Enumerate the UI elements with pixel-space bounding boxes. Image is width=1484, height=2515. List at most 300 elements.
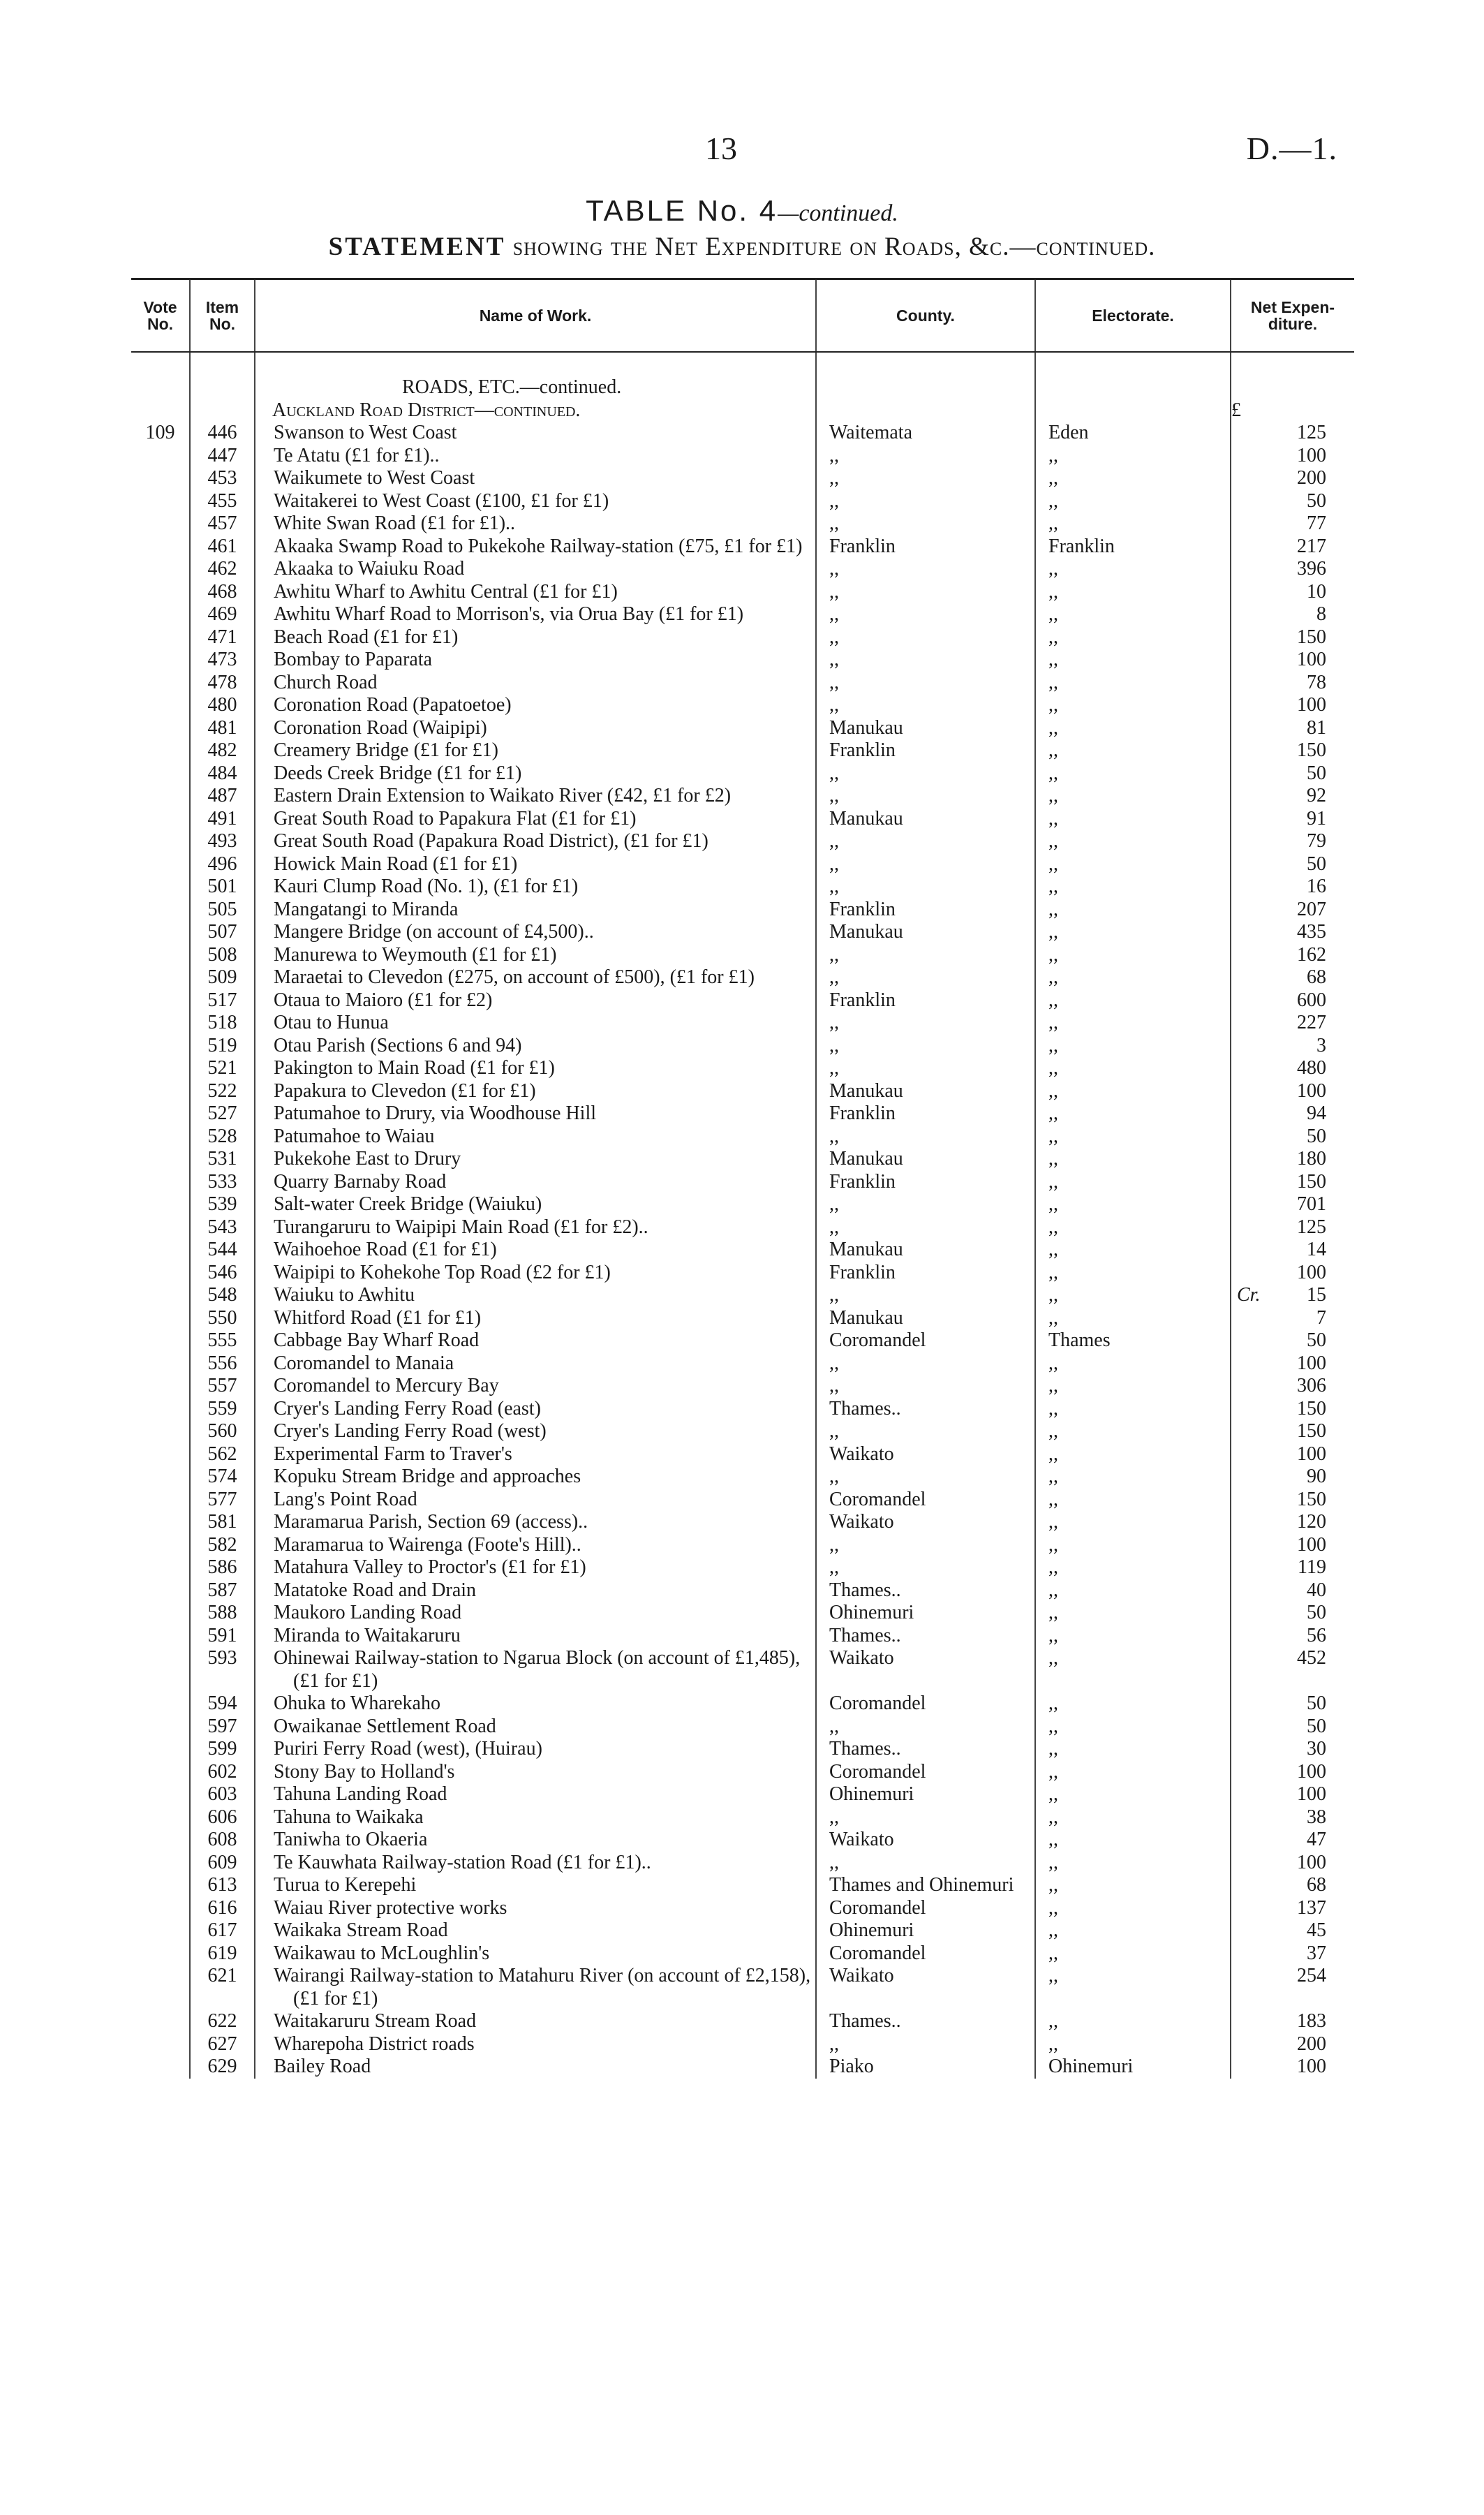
county-value: Coromandel — [829, 1896, 926, 1919]
name-of-work: Wairangi Railway-station to Matahuru River (on account of £2,158), (£1 for £1) — [274, 1965, 811, 2009]
electorate-cell — [1035, 1942, 1231, 1965]
name-of-work-cell — [255, 1829, 816, 1852]
net-expenditure-cell — [1231, 1443, 1354, 1466]
table-row — [131, 876, 1354, 899]
net-expenditure-value: 40 — [1307, 1579, 1326, 1601]
net-expenditure-cell — [1231, 876, 1354, 899]
name-of-work-cell — [255, 1307, 816, 1330]
county-cell — [816, 1852, 1035, 1875]
electorate-cell — [1035, 626, 1231, 649]
electorate-value: ,, — [1048, 1102, 1058, 1124]
spacer-row — [131, 352, 1354, 376]
net-expenditure-value: 10 — [1307, 580, 1326, 603]
name-of-work: Coromandel to Mercury Bay — [274, 1375, 499, 1396]
electorate-cell — [1035, 672, 1231, 695]
net-expenditure-cell — [1231, 1806, 1354, 1829]
item-no-cell: 446 — [190, 422, 255, 445]
name-of-work-cell — [255, 467, 816, 490]
vote-no-cell — [131, 1556, 190, 1579]
net-expenditure-value: 50 — [1307, 1602, 1326, 1623]
name-of-work: Deeds Creek Bridge (£1 for £1) — [274, 762, 522, 784]
item-no-cell: 539 — [190, 1193, 255, 1216]
item-no-cell: 469 — [190, 603, 255, 626]
vote-no-cell — [131, 445, 190, 468]
county-value: Manukau — [829, 1079, 903, 1102]
county-cell — [816, 1556, 1035, 1579]
item-no-cell: 557 — [190, 1375, 255, 1398]
name-of-work-cell — [255, 1852, 816, 1875]
net-expenditure-value: 200 — [1297, 2033, 1326, 2055]
electorate-cell — [1035, 536, 1231, 559]
name-of-work-cell — [255, 1874, 816, 1897]
vote-no-cell — [131, 1126, 190, 1149]
electorate-cell — [1035, 1716, 1231, 1739]
net-expenditure-value: 125 — [1297, 422, 1326, 443]
name-of-work-cell — [255, 490, 816, 513]
name-of-work-cell — [255, 1466, 816, 1489]
county-cell — [816, 1352, 1035, 1375]
county-value: Franklin — [829, 1170, 896, 1193]
county-cell — [816, 1193, 1035, 1216]
item-no-cell: 581 — [190, 1511, 255, 1534]
name-of-work: Mangatangi to Miranda — [274, 898, 459, 920]
vote-no-cell — [131, 2056, 190, 2079]
county-value: ,, — [829, 603, 839, 625]
vote-no-cell — [131, 1057, 190, 1080]
net-expenditure-cell — [1231, 739, 1354, 762]
net-expenditure-cell — [1231, 1692, 1354, 1716]
electorate-cell — [1035, 717, 1231, 740]
electorate-cell — [1035, 1216, 1231, 1239]
name-of-work-cell — [255, 762, 816, 786]
county-value: Franklin — [829, 1102, 896, 1124]
net-expenditure-cell — [1231, 921, 1354, 944]
name-of-work: Wharepoha District roads — [274, 2033, 475, 2055]
county-value: Coromandel — [829, 1942, 926, 1964]
item-no-cell: 556 — [190, 1352, 255, 1375]
electorate-cell — [1035, 694, 1231, 717]
net-expenditure-value: 91 — [1307, 807, 1326, 829]
name-of-work-cell — [255, 445, 816, 468]
vote-no-cell — [131, 1329, 190, 1352]
vote-no-cell — [131, 717, 190, 740]
electorate-value: ,, — [1048, 1783, 1058, 1805]
section-heading: ROADS, ETC.—continued. — [402, 376, 622, 398]
name-of-work-cell — [255, 1262, 816, 1285]
county-value: Franklin — [829, 1261, 896, 1283]
name-of-work: Waitakerei to West Coast (£100, £1 for £1) — [274, 489, 609, 512]
county-value: Thames.. — [829, 1579, 901, 1601]
table-row — [131, 1534, 1354, 1557]
item-no-cell: 447 — [190, 445, 255, 468]
electorate-value: ,, — [1048, 444, 1058, 466]
county-value: Piako — [829, 2056, 874, 2077]
item-no-cell: 544 — [190, 1239, 255, 1262]
net-expenditure-cell — [1231, 1625, 1354, 1648]
net-expenditure-value: 162 — [1297, 943, 1326, 966]
vote-no-cell — [131, 626, 190, 649]
county-cell — [816, 1738, 1035, 1761]
electorate-cell — [1035, 490, 1231, 513]
table-row — [131, 1035, 1354, 1058]
name-of-work-cell — [255, 899, 816, 922]
vote-no-cell — [131, 1829, 190, 1852]
county-cell — [816, 1126, 1035, 1149]
name-of-work: Akaaka Swamp Road to Pukekohe Railway-station (£75, £1 for £1) — [274, 535, 803, 557]
vote-no-cell — [131, 1148, 190, 1171]
electorate-value: ,, — [1048, 671, 1058, 693]
name-of-work-cell — [255, 1625, 816, 1648]
net-expenditure-cell — [1231, 490, 1354, 513]
electorate-value: ,, — [1048, 1170, 1058, 1193]
county-cell — [816, 762, 1035, 786]
vote-no-cell — [131, 649, 190, 672]
electorate-value: Ohinemuri — [1048, 2056, 1134, 2077]
name-of-work: Bailey Road — [274, 2056, 371, 2077]
table-row — [131, 1080, 1354, 1103]
vote-no-cell — [131, 1239, 190, 1262]
net-expenditure-cell — [1231, 1489, 1354, 1512]
electorate-value: ,, — [1048, 966, 1058, 988]
name-of-work-cell — [255, 1057, 816, 1080]
county-value: Franklin — [829, 898, 896, 920]
electorate-cell — [1035, 1171, 1231, 1194]
electorate-cell — [1035, 944, 1231, 967]
name-of-work: Great South Road to Papakura Flat (£1 for £1) — [274, 807, 637, 829]
table-row — [131, 1216, 1354, 1239]
item-no-cell: 574 — [190, 1466, 255, 1489]
name-of-work: Owaikanae Settlement Road — [274, 1715, 496, 1737]
electorate-value: Eden — [1048, 422, 1089, 443]
county-cell — [816, 1511, 1035, 1534]
electorate-value: ,, — [1048, 489, 1058, 512]
electorate-value: ,, — [1048, 898, 1058, 920]
electorate-cell — [1035, 1443, 1231, 1466]
county-value: Coromandel — [829, 1760, 926, 1783]
name-of-work: Swanson to West Coast — [274, 422, 457, 443]
item-no-cell: 491 — [190, 808, 255, 831]
electorate-cell — [1035, 876, 1231, 899]
table-row — [131, 2056, 1354, 2079]
net-expenditure-cell — [1231, 1556, 1354, 1579]
table-row — [131, 581, 1354, 604]
net-expenditure-value: 150 — [1297, 739, 1326, 761]
net-expenditure-cell — [1231, 1965, 1354, 2010]
county-cell — [816, 649, 1035, 672]
county-cell — [816, 1375, 1035, 1398]
county-value: ,, — [829, 580, 839, 603]
net-expenditure-value: 15 — [1307, 1284, 1326, 1306]
net-expenditure-cell — [1231, 1602, 1354, 1625]
county-cell — [816, 581, 1035, 604]
name-of-work-cell — [255, 1556, 816, 1579]
county-value: Thames and Ohinemuri — [829, 1874, 1014, 1896]
table-row — [131, 1012, 1354, 1035]
currency-symbol: £ — [1231, 399, 1241, 421]
electorate-value: ,, — [1048, 603, 1058, 625]
table-row — [131, 966, 1354, 989]
name-of-work-cell — [255, 1647, 816, 1692]
item-no-cell: 616 — [190, 1897, 255, 1920]
table-subtitle — [0, 232, 1484, 262]
name-of-work: Experimental Farm to Traver's — [274, 1443, 512, 1465]
electorate-value: ,, — [1048, 1306, 1058, 1329]
item-no-cell: 548 — [190, 1284, 255, 1307]
net-expenditure-value: 701 — [1297, 1193, 1326, 1215]
name-of-work: Kopuku Stream Bridge and approaches — [274, 1466, 581, 1487]
county-value: ,, — [829, 444, 839, 466]
county-value: ,, — [829, 1034, 839, 1056]
net-expenditure-value: 217 — [1297, 535, 1326, 557]
electorate-cell — [1035, 2056, 1231, 2079]
vote-no-cell — [131, 1420, 190, 1443]
table-row — [131, 808, 1354, 831]
name-of-work-cell — [255, 1012, 816, 1035]
vote-no-cell — [131, 558, 190, 581]
table-row — [131, 1057, 1354, 1080]
table-title-main: TABLE No. 4 — [586, 194, 778, 227]
electorate-value: ,, — [1048, 694, 1058, 716]
net-expenditure-value: 7 — [1316, 1306, 1326, 1329]
item-no-cell: 555 — [190, 1329, 255, 1352]
net-expenditure-cell — [1231, 1761, 1354, 1784]
name-of-work-cell — [255, 1738, 816, 1761]
electorate-cell — [1035, 830, 1231, 853]
electorate-cell — [1035, 581, 1231, 604]
vote-no-cell — [131, 1602, 190, 1625]
net-expenditure-value: 50 — [1307, 1125, 1326, 1147]
county-cell — [816, 1284, 1035, 1307]
name-of-work: Patumahoe to Drury, via Woodhouse Hill — [274, 1102, 597, 1124]
net-expenditure-value: 16 — [1307, 876, 1326, 897]
county-cell — [816, 2033, 1035, 2056]
name-of-work-cell — [255, 1352, 816, 1375]
header-vote-no: Vote No. — [131, 279, 190, 353]
net-expenditure-cell — [1231, 1262, 1354, 1285]
net-expenditure-cell — [1231, 1919, 1354, 1942]
vote-no-cell — [131, 1965, 190, 2010]
table-row — [131, 649, 1354, 672]
item-no-cell: 522 — [190, 1080, 255, 1103]
county-cell — [816, 490, 1035, 513]
electorate-value: ,, — [1048, 1261, 1058, 1283]
electorate-value: ,, — [1048, 1511, 1058, 1533]
electorate-cell — [1035, 1647, 1231, 1692]
net-expenditure-value: 14 — [1307, 1239, 1326, 1260]
county-cell — [816, 1148, 1035, 1171]
county-value: ,, — [829, 876, 839, 897]
name-of-work-cell — [255, 422, 816, 445]
vote-no-cell — [131, 1080, 190, 1103]
county-cell — [816, 1398, 1035, 1421]
county-cell — [816, 2056, 1035, 2079]
name-of-work-cell — [255, 808, 816, 831]
item-no-cell: 560 — [190, 1420, 255, 1443]
item-no-cell: 481 — [190, 717, 255, 740]
net-expenditure-cell — [1231, 1874, 1354, 1897]
net-expenditure-cell — [1231, 1126, 1354, 1149]
county-cell — [816, 1647, 1035, 1692]
table-row — [131, 1329, 1354, 1352]
county-value: ,, — [829, 830, 839, 852]
name-of-work: Lang's Point Road — [274, 1488, 417, 1510]
electorate-cell — [1035, 739, 1231, 762]
vote-no-cell — [131, 2010, 190, 2033]
county-value: ,, — [829, 785, 839, 806]
name-of-work-cell — [255, 536, 816, 559]
electorate-value: ,, — [1048, 1556, 1058, 1578]
header-net-expenditure: Net Expen- diture. — [1231, 279, 1354, 353]
vote-no-cell — [131, 1761, 190, 1784]
electorate-value: ,, — [1048, 649, 1058, 670]
net-expenditure-value: 100 — [1297, 649, 1326, 670]
table-row — [131, 512, 1354, 536]
name-of-work-cell — [255, 1171, 816, 1194]
name-of-work-cell — [255, 1126, 816, 1149]
net-expenditure-value: 100 — [1297, 1443, 1326, 1465]
table-row — [131, 1466, 1354, 1489]
table-row — [131, 853, 1354, 876]
item-no-cell: 480 — [190, 694, 255, 717]
name-of-work-cell — [255, 1716, 816, 1739]
name-of-work: Patumahoe to Waiau — [274, 1125, 435, 1147]
table-row — [131, 1829, 1354, 1852]
net-expenditure-value: 306 — [1297, 1375, 1326, 1396]
table-row — [131, 1239, 1354, 1262]
net-expenditure-cell — [1231, 1398, 1354, 1421]
name-of-work-cell — [255, 944, 816, 967]
electorate-value: ,, — [1048, 2010, 1058, 2032]
table-row — [131, 921, 1354, 944]
vote-no-cell — [131, 808, 190, 831]
electorate-cell — [1035, 1035, 1231, 1058]
county-cell — [816, 536, 1035, 559]
electorate-cell — [1035, 1852, 1231, 1875]
electorate-cell — [1035, 1193, 1231, 1216]
electorate-cell — [1035, 1534, 1231, 1557]
vote-no-cell — [131, 853, 190, 876]
item-no-cell: 562 — [190, 1443, 255, 1466]
county-value: Franklin — [829, 989, 896, 1011]
electorate-value: ,, — [1048, 467, 1058, 489]
vote-no-cell — [131, 1216, 190, 1239]
name-of-work-cell — [255, 1489, 816, 1512]
vote-no-cell — [131, 1647, 190, 1692]
county-cell — [816, 1692, 1035, 1716]
county-value: Ohinemuri — [829, 1919, 914, 1941]
item-no-cell: 606 — [190, 1806, 255, 1829]
item-no-cell: 527 — [190, 1102, 255, 1126]
table-row — [131, 785, 1354, 808]
net-expenditure-cell — [1231, 785, 1354, 808]
net-expenditure-value: 100 — [1297, 1851, 1326, 1873]
name-of-work: Waikawau to McLoughlin's — [274, 1942, 490, 1964]
vote-no-cell — [131, 1489, 190, 1512]
table-row — [131, 1420, 1354, 1443]
vote-no-cell — [131, 762, 190, 786]
table-row — [131, 1489, 1354, 1512]
county-value: Waikato — [829, 1443, 894, 1465]
name-of-work-cell — [255, 1897, 816, 1920]
name-of-work: Howick Main Road (£1 for £1) — [274, 853, 518, 875]
electorate-cell — [1035, 1489, 1231, 1512]
name-of-work: Beach Road (£1 for £1) — [274, 626, 459, 648]
table-row — [131, 944, 1354, 967]
vote-no-cell — [131, 1897, 190, 1920]
table-row — [131, 762, 1354, 786]
county-cell — [816, 808, 1035, 831]
vote-no-cell — [131, 1398, 190, 1421]
net-expenditure-cell — [1231, 1897, 1354, 1920]
county-cell — [816, 1829, 1035, 1852]
electorate-cell — [1035, 1602, 1231, 1625]
county-cell — [816, 1965, 1035, 2010]
name-of-work: Akaaka to Waiuku Road — [274, 558, 465, 580]
item-no-cell: 594 — [190, 1692, 255, 1716]
item-no-cell: 617 — [190, 1919, 255, 1942]
county-cell — [816, 989, 1035, 1012]
table-row — [131, 2010, 1354, 2033]
name-of-work-cell — [255, 1761, 816, 1784]
county-cell — [816, 1716, 1035, 1739]
item-no-cell: 603 — [190, 1783, 255, 1806]
electorate-value: ,, — [1048, 1942, 1058, 1964]
name-of-work-cell — [255, 739, 816, 762]
table-row — [131, 694, 1354, 717]
electorate-value: ,, — [1048, 807, 1058, 829]
electorate-value: ,, — [1048, 1533, 1058, 1556]
net-expenditure-cell — [1231, 694, 1354, 717]
header-electorate: Electorate. — [1035, 279, 1231, 353]
net-expenditure-cell — [1231, 1193, 1354, 1216]
electorate-value: ,, — [1048, 1851, 1058, 1873]
district-heading-row — [131, 399, 1354, 422]
name-of-work-cell — [255, 672, 816, 695]
county-cell — [816, 467, 1035, 490]
net-expenditure-cell — [1231, 1329, 1354, 1352]
electorate-value: ,, — [1048, 1806, 1058, 1828]
electorate-value: ,, — [1048, 1148, 1058, 1170]
net-expenditure-cell — [1231, 1716, 1354, 1739]
electorate-cell — [1035, 1239, 1231, 1262]
item-no-cell: 509 — [190, 966, 255, 989]
electorate-value: ,, — [1048, 558, 1058, 580]
name-of-work-cell — [255, 1148, 816, 1171]
electorate-value: ,, — [1048, 1896, 1058, 1919]
electorate-cell — [1035, 853, 1231, 876]
county-value: Ohinemuri — [829, 1602, 914, 1623]
name-of-work: White Swan Road (£1 for £1).. — [274, 512, 516, 534]
electorate-cell — [1035, 921, 1231, 944]
net-expenditure-cell — [1231, 1171, 1354, 1194]
county-value: Waitemata — [829, 422, 913, 443]
name-of-work-cell — [255, 1534, 816, 1557]
electorate-value: ,, — [1048, 1760, 1058, 1783]
net-expenditure-value: 30 — [1307, 1738, 1326, 1760]
county-value: Waikato — [829, 1647, 894, 1669]
electorate-value: ,, — [1048, 989, 1058, 1011]
net-expenditure-cell — [1231, 853, 1354, 876]
vote-no-cell — [131, 1012, 190, 1035]
net-expenditure-value: 100 — [1297, 444, 1326, 466]
vote-no-cell — [131, 490, 190, 513]
vote-no-cell — [131, 694, 190, 717]
name-of-work-cell — [255, 853, 816, 876]
electorate-cell — [1035, 512, 1231, 536]
net-expenditure-cell — [1231, 966, 1354, 989]
electorate-value: ,, — [1048, 830, 1058, 852]
name-of-work-cell — [255, 1035, 816, 1058]
